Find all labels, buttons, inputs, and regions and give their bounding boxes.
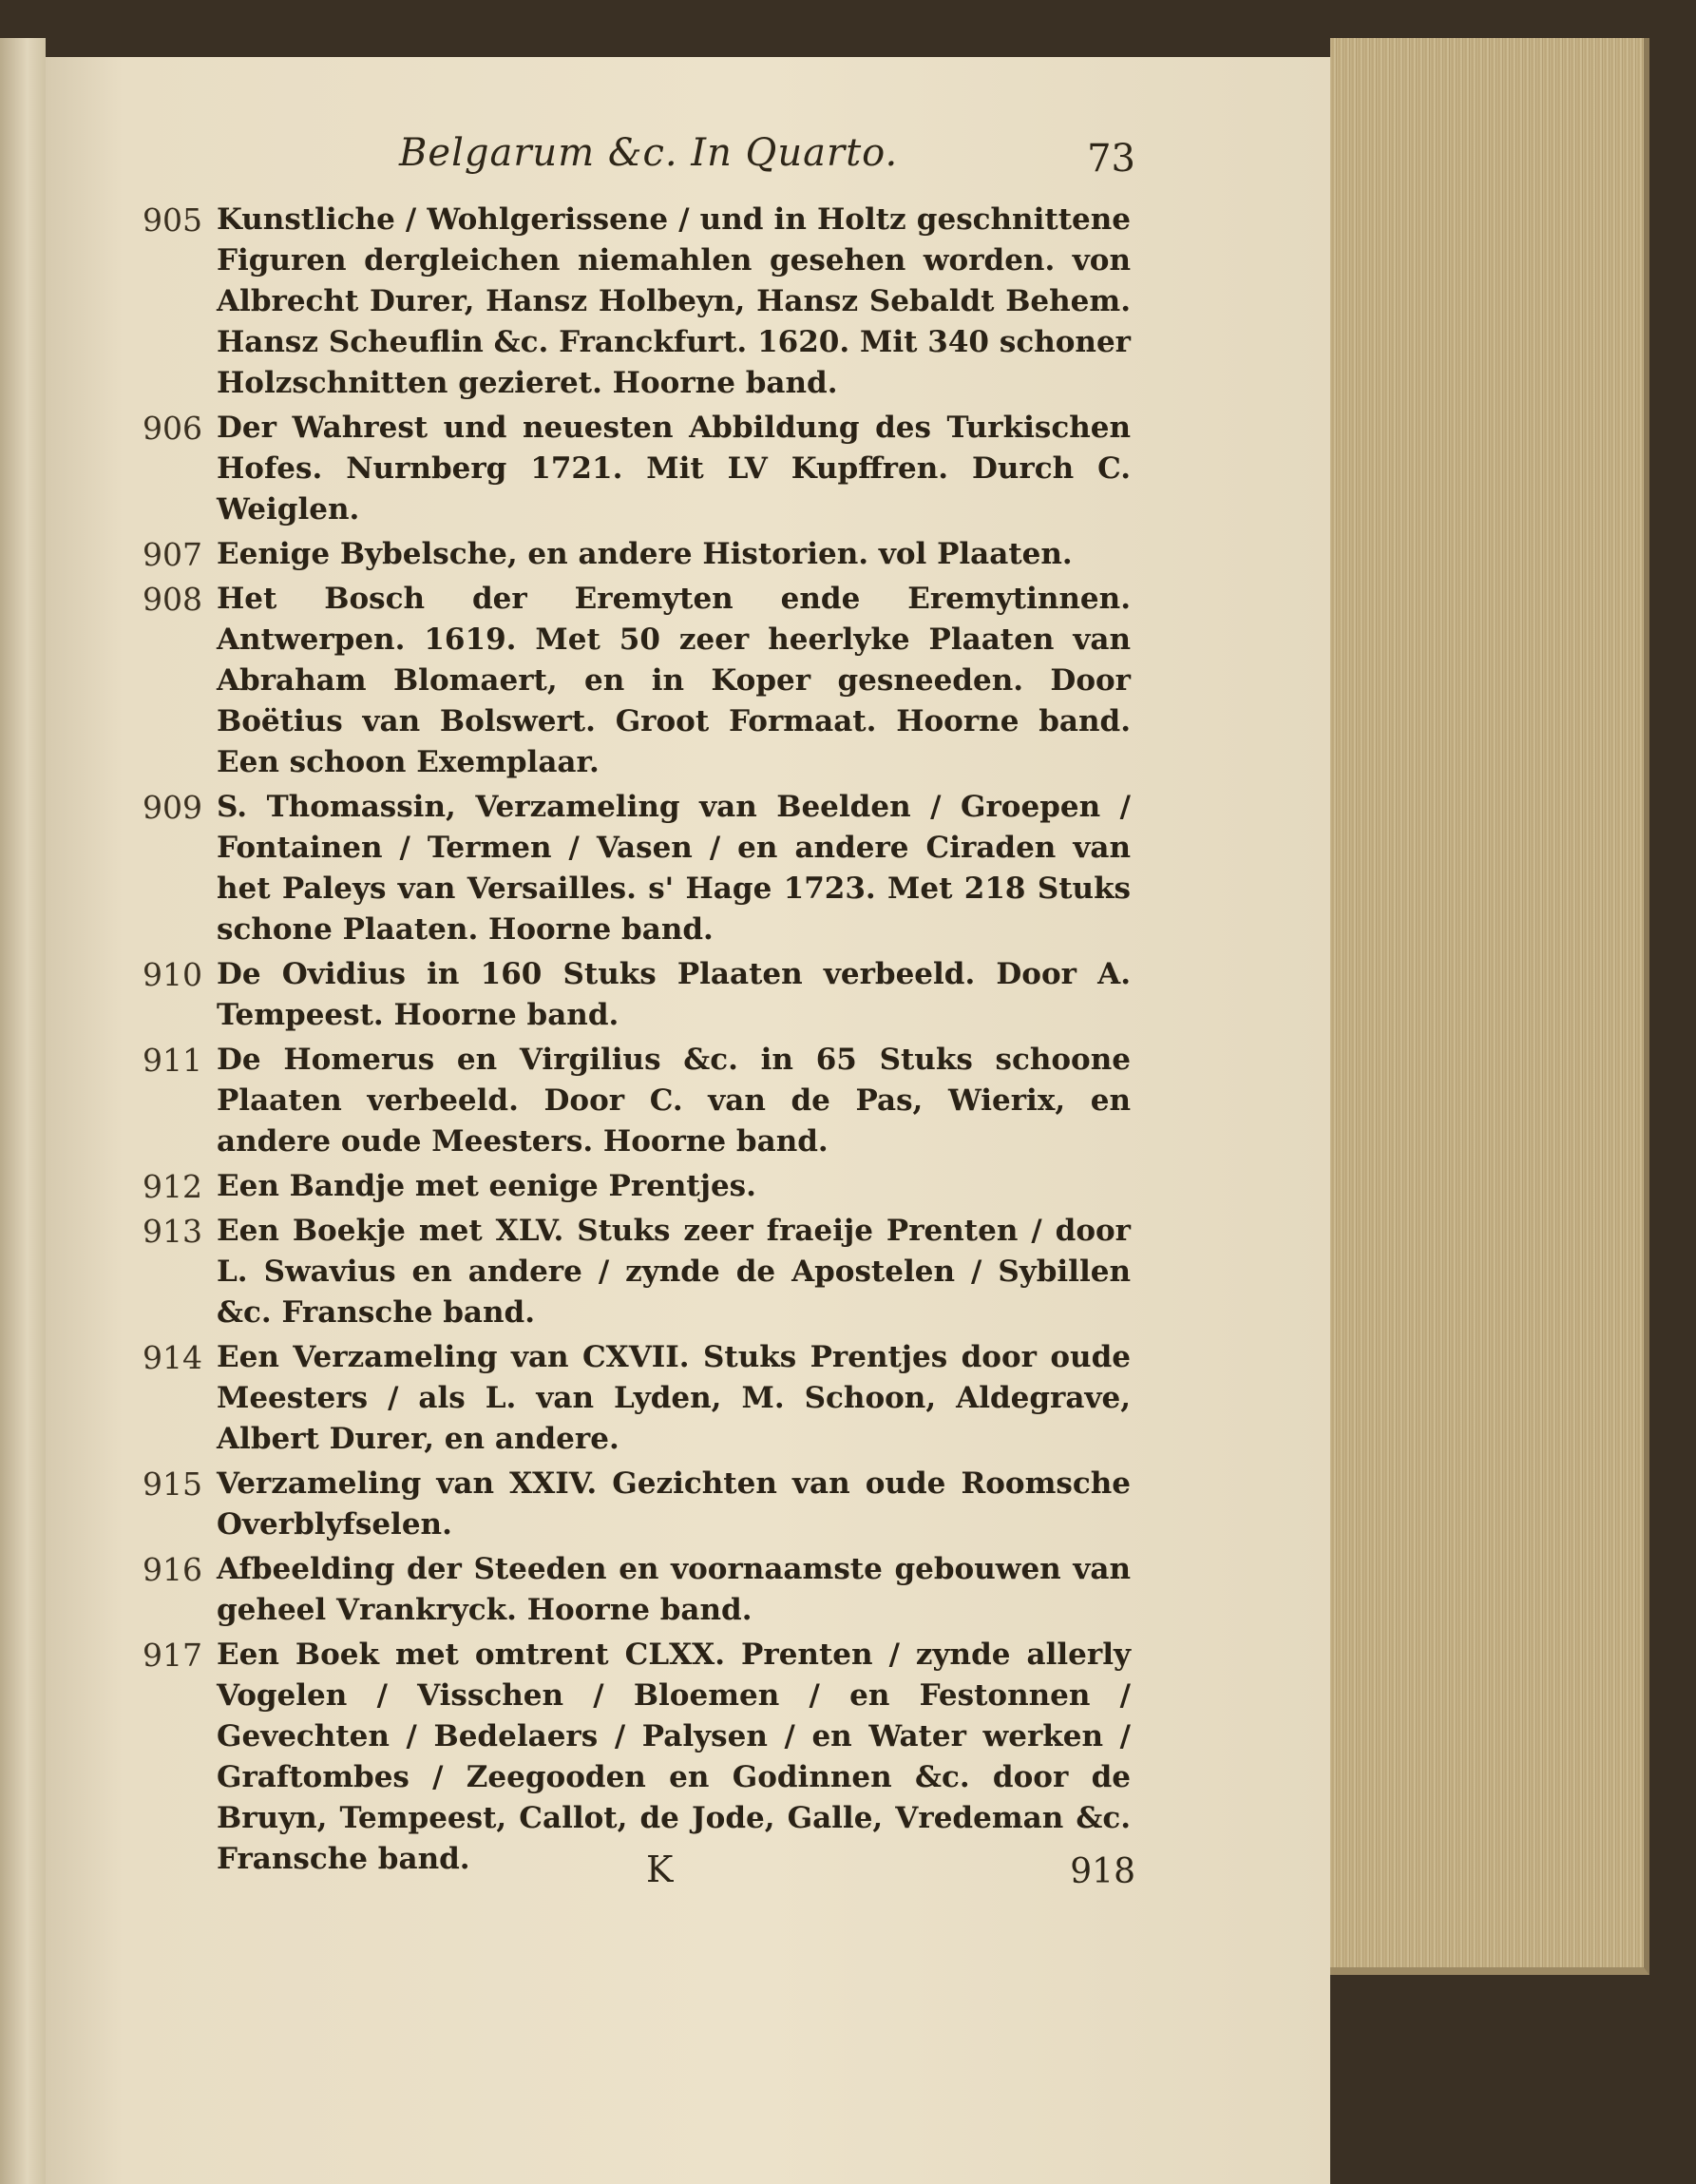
entry-number: 911: [143, 1042, 202, 1079]
left-page-edge: [0, 38, 46, 2184]
entry-text: Der Wahrest und neuesten Abbildung des Turkischen Hofes. Nurnberg 1721. Mit LV Kupffren. Durch C. Weiglen.: [217, 411, 1131, 527]
entry-number: 910: [143, 956, 202, 993]
entry-number: 913: [143, 1213, 202, 1250]
page-header: [152, 131, 1135, 188]
entry-text: Het Bosch der Eremyten ende Eremytinnen. Antwerpen. 1619. Met 50 zeer heerlyke Plaaten van Abraham Blomaert, en in Koper gesneeden. Door Boëtius van Bolswert. Groot Formaat. Hoorne band. Een schoon Exemplaar.: [217, 582, 1131, 779]
entry-text: Een Boek met omtrent CLXX. Prenten / zynde allerly Vogelen / Visschen / Bloemen / en Festonnen / Gevechten / Bedelaers / Palysen / en Water werken / Graftombes / Zeegooden en Godinnen &c. door de Bruyn, Tempeest, Callot, de Jode, Galle, Vredeman &c. Fransche band.: [217, 1638, 1131, 1876]
catalog-entry: [143, 1040, 1131, 1162]
entry-text: De Homerus en Virgilius &c. in 65 Stuks schoone Plaaten verbeeld. Door C. van de Pas, Wierix, en andere oude Meesters. Hoorne band.: [217, 1043, 1131, 1159]
catalog-entry: [143, 1635, 1131, 1880]
catchword: 918: [1070, 1852, 1135, 1891]
entry-text: De Ovidius in 160 Stuks Plaaten verbeeld. Door A. Tempeest. Hoorne band.: [217, 957, 1131, 1032]
catalog-entry: [143, 1166, 1131, 1207]
entry-number: 917: [143, 1637, 202, 1674]
entry-text: Kunstliche / Wohlgerissene / und in Holtz geschnittene Figuren dergleichen niemahlen gesehen worden. von Albrecht Durer, Hansz Holbeyn, Hansz Sebaldt Behem. Hansz Scheuflin &c. Franckfurt. 1620. Mit 340 schoner Holzschnitten gezieret. Hoorne band.: [217, 202, 1131, 400]
page-fore-edge: [1330, 38, 1649, 1975]
catalog-entry: [143, 408, 1131, 530]
entry-text: Eenige Bybelsche, en andere Historien. vol Plaaten.: [217, 537, 1073, 571]
entry-number: 906: [143, 410, 202, 447]
catalog-entry: [143, 579, 1131, 783]
catalog-entry: [143, 1337, 1131, 1460]
entry-text: Een Boekje met XLV. Stuks zeer fraeije Prenten / door L. Swavius en andere / zynde de Apostelen / Sybillen &c. Fransche band.: [217, 1214, 1131, 1330]
entry-number: 908: [143, 581, 202, 618]
entry-number: 905: [143, 201, 202, 239]
entry-number: 914: [143, 1339, 202, 1376]
catalog-entry: [143, 200, 1131, 404]
catalog-entry: [143, 1549, 1131, 1631]
catalog-entry: [143, 534, 1131, 575]
catalog-entry: [143, 1464, 1131, 1545]
entry-number: 916: [143, 1551, 202, 1588]
entry-text: Een Bandje met eenige Prentjes.: [217, 1169, 756, 1203]
entry-number: 912: [143, 1168, 202, 1205]
signature-mark: K: [646, 1849, 674, 1890]
catalog-entries: [143, 200, 1131, 1884]
entry-number: 909: [143, 789, 202, 826]
catalog-entry: [143, 954, 1131, 1036]
catalog-entry: [143, 1211, 1131, 1333]
entry-text: Een Verzameling van CXVII. Stuks Prentjes door oude Meesters / als L. van Lyden, M. Schoon, Aldegrave, Albert Durer, en andere.: [217, 1340, 1131, 1456]
entry-text: Verzameling van XXIV. Gezichten van oude Roomsche Overblyfselen.: [217, 1466, 1131, 1542]
page-footer: [152, 1849, 1135, 1906]
page-number: 73: [1087, 137, 1135, 181]
entry-text: S. Thomassin, Verzameling van Beelden / Groepen / Fontainen / Termen / Vasen / en andere Ciraden van het Paleys van Versailles. s' Hage 1723. Met 218 Stuks schone Plaaten. Hoorne band.: [217, 790, 1131, 947]
catalog-entry: [143, 787, 1131, 950]
running-title: Belgarum &c. In Quarto.: [399, 131, 899, 175]
entry-number: 915: [143, 1466, 202, 1503]
entry-text: Afbeelding der Steeden en voornaamste gebouwen van geheel Vrankryck. Hoorne band.: [217, 1552, 1131, 1627]
entry-number: 907: [143, 536, 202, 573]
